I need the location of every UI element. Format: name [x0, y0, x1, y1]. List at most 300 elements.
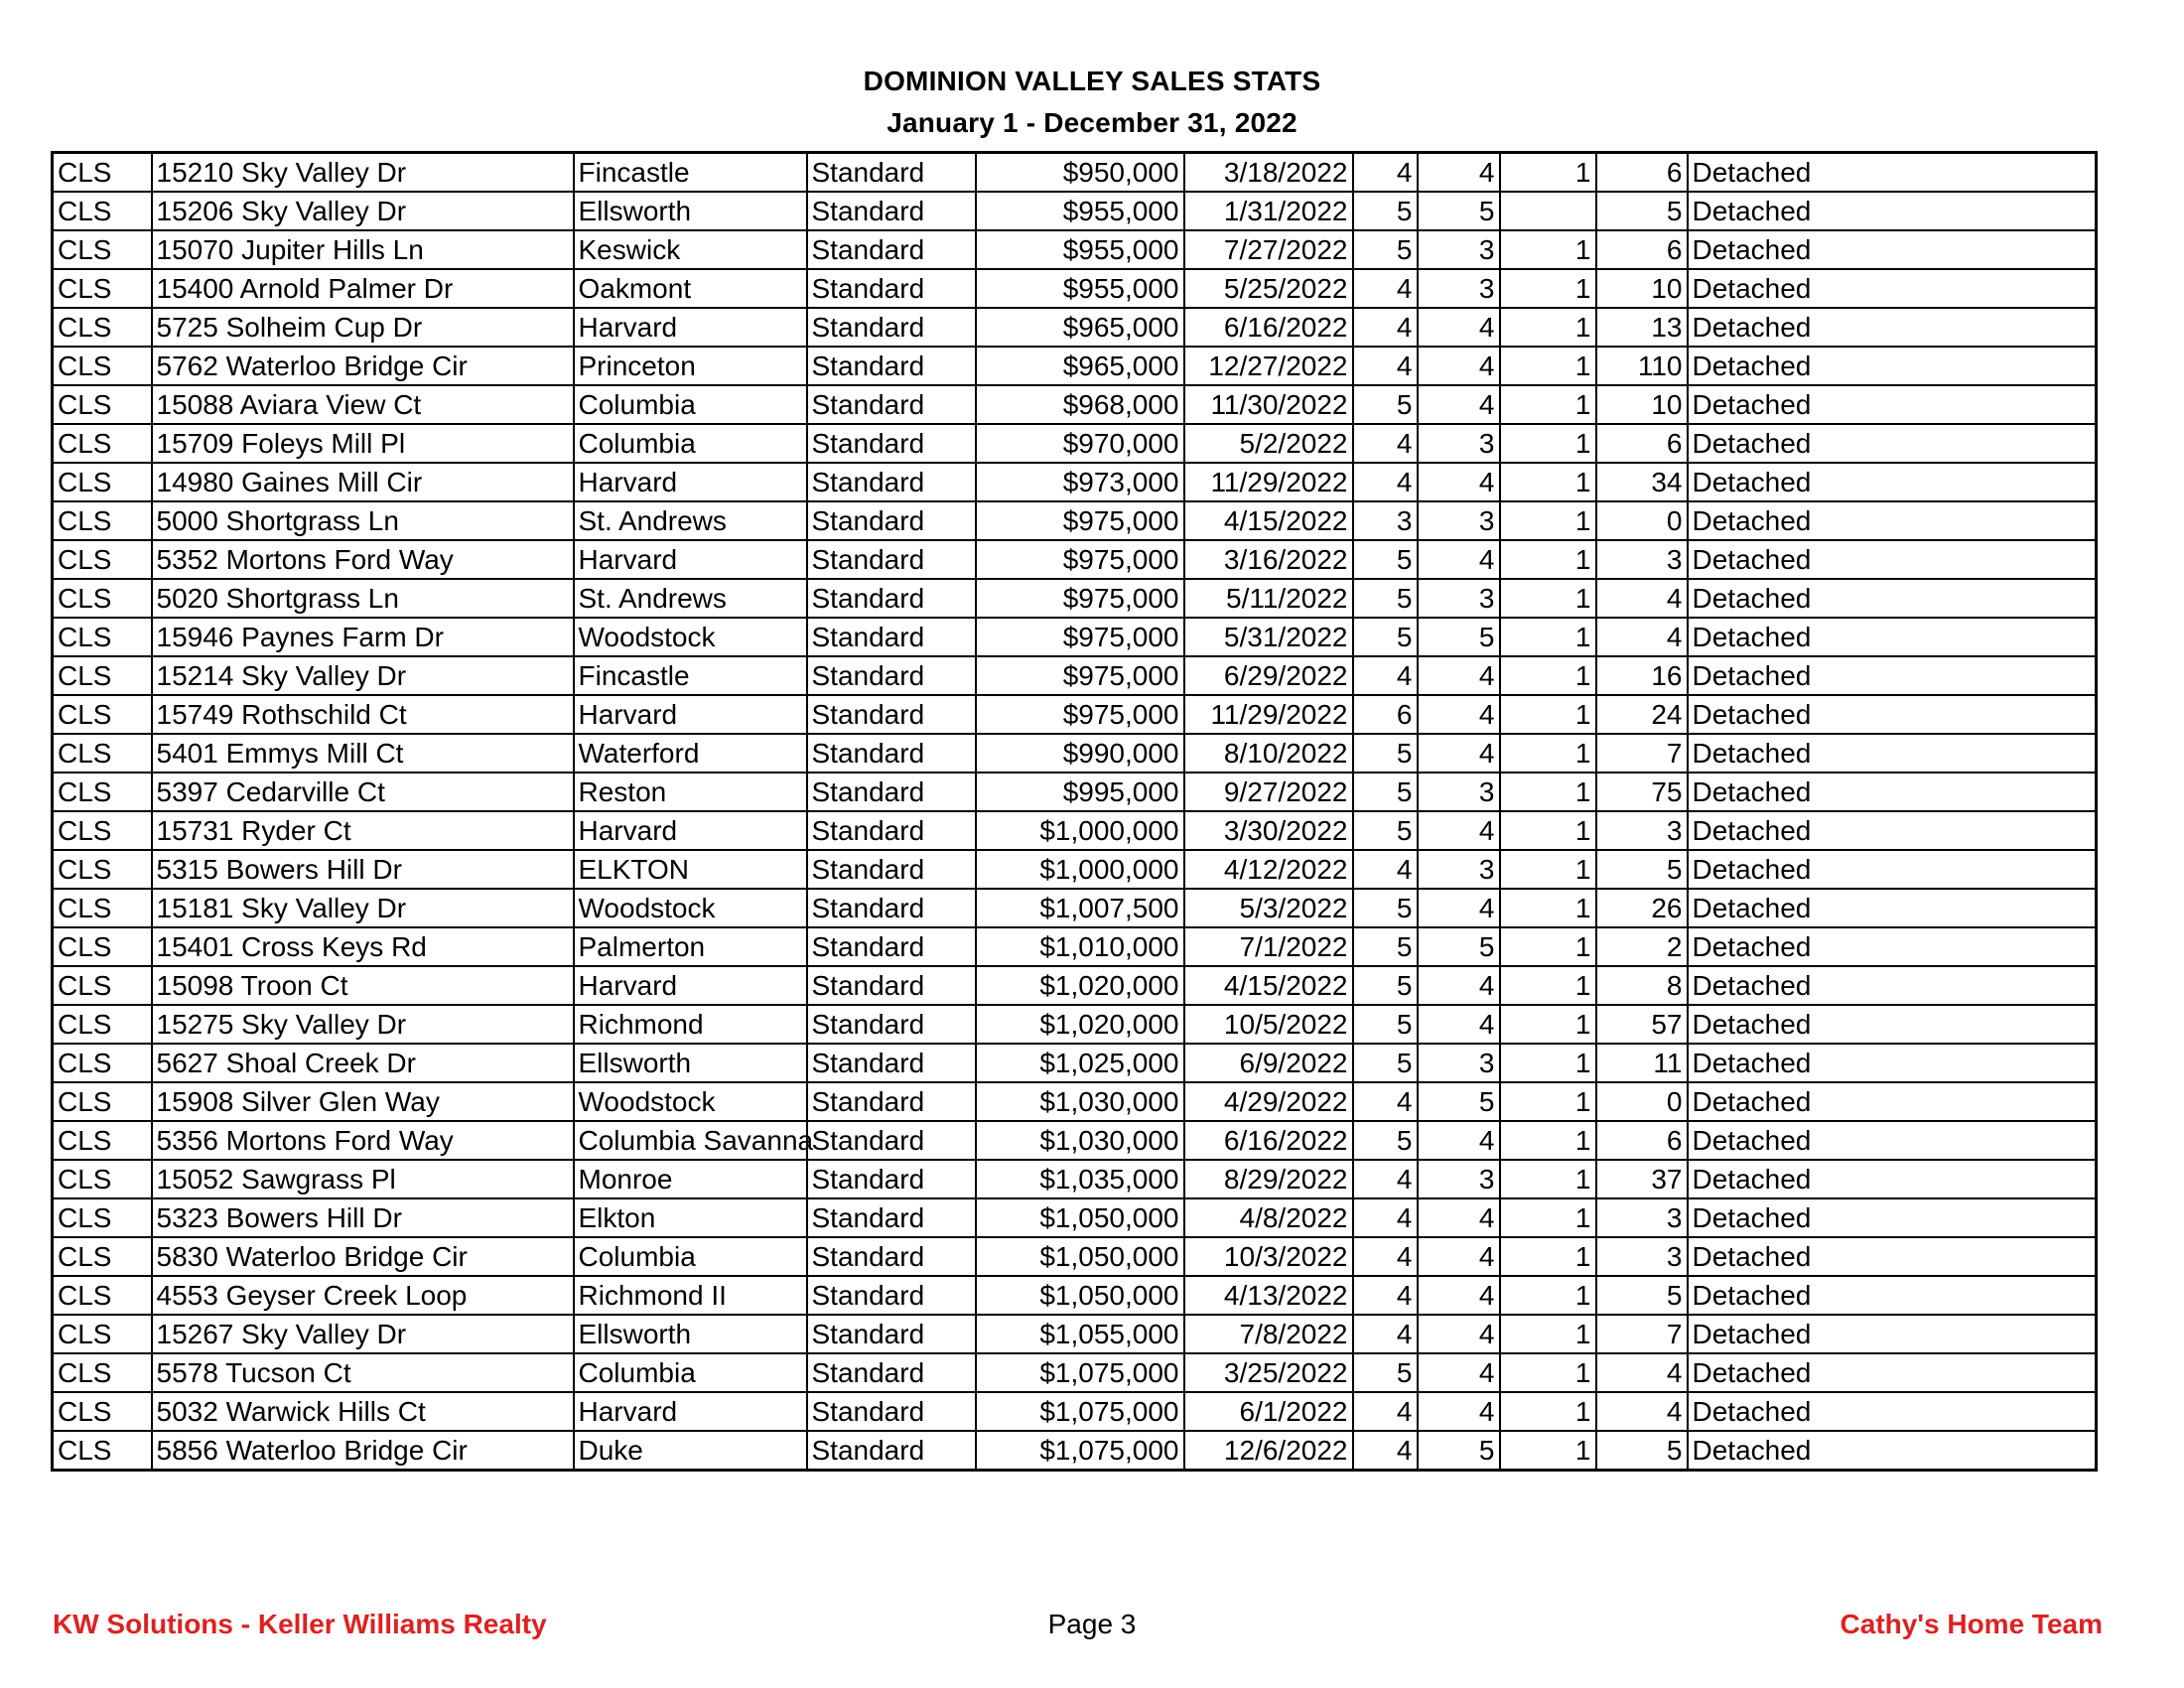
price-cell: $1,050,000	[976, 1237, 1184, 1276]
sale-type-cell: Standard	[807, 966, 976, 1005]
bedrooms-cell: 4	[1353, 269, 1418, 308]
half-baths-cell: 1	[1500, 1237, 1596, 1276]
days-on-market-cell: 75	[1596, 773, 1688, 811]
days-on-market-cell: 5	[1596, 192, 1688, 230]
model-cell: Reston	[574, 773, 807, 811]
status-cell: CLS	[53, 1392, 152, 1431]
bedrooms-cell: 5	[1353, 966, 1418, 1005]
sale-type-cell: Standard	[807, 424, 976, 463]
table-row	[53, 618, 2097, 656]
table-row	[53, 192, 2097, 230]
home-type-cell: Detached	[1688, 656, 2097, 695]
days-on-market-cell: 3	[1596, 811, 1688, 850]
half-baths-cell: 1	[1500, 773, 1596, 811]
days-on-market-cell: 110	[1596, 347, 1688, 385]
table-row	[53, 1431, 2097, 1471]
sale-type-cell: Standard	[807, 385, 976, 424]
days-on-market-cell: 4	[1596, 618, 1688, 656]
sale-type-cell: Standard	[807, 695, 976, 734]
table-row	[53, 385, 2097, 424]
status-cell: CLS	[53, 308, 152, 347]
status-cell: CLS	[53, 1431, 152, 1471]
address-cell: 5627 Shoal Creek Dr	[152, 1044, 574, 1082]
address-cell: 5830 Waterloo Bridge Cir	[152, 1237, 574, 1276]
days-on-market-cell: 3	[1596, 1198, 1688, 1237]
home-type-cell: Detached	[1688, 501, 2097, 540]
model-cell: Richmond II	[574, 1276, 807, 1315]
address-cell: 15731 Ryder Ct	[152, 811, 574, 850]
home-type-cell: Detached	[1688, 1431, 2097, 1471]
sale-type-cell: Standard	[807, 1315, 976, 1353]
status-cell: CLS	[53, 1121, 152, 1160]
price-cell: $970,000	[976, 424, 1184, 463]
half-baths-cell: 1	[1500, 153, 1596, 193]
table-row	[53, 230, 2097, 269]
price-cell: $1,030,000	[976, 1121, 1184, 1160]
table-row	[53, 966, 2097, 1005]
table-row	[53, 308, 2097, 347]
home-type-cell: Detached	[1688, 153, 2097, 193]
address-cell: 5032 Warwick Hills Ct	[152, 1392, 574, 1431]
table-row	[53, 1276, 2097, 1315]
days-on-market-cell: 37	[1596, 1160, 1688, 1198]
price-cell: $1,010,000	[976, 927, 1184, 966]
price-cell: $968,000	[976, 385, 1184, 424]
address-cell: 5356 Mortons Ford Way	[152, 1121, 574, 1160]
status-cell: CLS	[53, 579, 152, 618]
price-cell: $975,000	[976, 579, 1184, 618]
model-cell: Palmerton	[574, 927, 807, 966]
days-on-market-cell: 57	[1596, 1005, 1688, 1044]
half-baths-cell: 1	[1500, 1005, 1596, 1044]
half-baths-cell: 1	[1500, 424, 1596, 463]
model-cell: Harvard	[574, 308, 807, 347]
model-cell: Ellsworth	[574, 1315, 807, 1353]
price-cell: $995,000	[976, 773, 1184, 811]
status-cell: CLS	[53, 1082, 152, 1121]
sale-type-cell: Standard	[807, 192, 976, 230]
address-cell: 15908 Silver Glen Way	[152, 1082, 574, 1121]
full-baths-cell: 3	[1418, 850, 1500, 889]
model-cell: Columbia	[574, 1353, 807, 1392]
home-type-cell: Detached	[1688, 966, 2097, 1005]
status-cell: CLS	[53, 889, 152, 927]
half-baths-cell: 1	[1500, 734, 1596, 773]
days-on-market-cell: 4	[1596, 1353, 1688, 1392]
sale-type-cell: Standard	[807, 656, 976, 695]
sale-type-cell: Standard	[807, 889, 976, 927]
address-cell: 15275 Sky Valley Dr	[152, 1005, 574, 1044]
model-cell: Columbia	[574, 424, 807, 463]
price-cell: $965,000	[976, 347, 1184, 385]
price-cell: $1,035,000	[976, 1160, 1184, 1198]
model-cell: Keswick	[574, 230, 807, 269]
half-baths-cell: 1	[1500, 966, 1596, 1005]
bedrooms-cell: 5	[1353, 773, 1418, 811]
home-type-cell: Detached	[1688, 1121, 2097, 1160]
half-baths-cell: 1	[1500, 1121, 1596, 1160]
half-baths-cell: 1	[1500, 1431, 1596, 1471]
full-baths-cell: 4	[1418, 1392, 1500, 1431]
half-baths-cell: 1	[1500, 656, 1596, 695]
address-cell: 5762 Waterloo Bridge Cir	[152, 347, 574, 385]
address-cell: 4553 Geyser Creek Loop	[152, 1276, 574, 1315]
price-cell: $973,000	[976, 463, 1184, 501]
full-baths-cell: 4	[1418, 347, 1500, 385]
status-cell: CLS	[53, 734, 152, 773]
full-baths-cell: 5	[1418, 1082, 1500, 1121]
home-type-cell: Detached	[1688, 927, 2097, 966]
date-cell: 5/31/2022	[1184, 618, 1353, 656]
date-cell: 6/16/2022	[1184, 1121, 1353, 1160]
full-baths-cell: 4	[1418, 1121, 1500, 1160]
days-on-market-cell: 7	[1596, 1315, 1688, 1353]
date-cell: 7/1/2022	[1184, 927, 1353, 966]
address-cell: 15210 Sky Valley Dr	[152, 153, 574, 193]
full-baths-cell: 5	[1418, 618, 1500, 656]
price-cell: $1,050,000	[976, 1276, 1184, 1315]
full-baths-cell: 3	[1418, 773, 1500, 811]
full-baths-cell: 4	[1418, 1353, 1500, 1392]
half-baths-cell: 1	[1500, 1392, 1596, 1431]
date-cell: 10/3/2022	[1184, 1237, 1353, 1276]
status-cell: CLS	[53, 1044, 152, 1082]
footer-team-name: Cathy's Home Team	[1840, 1609, 2103, 1639]
bedrooms-cell: 5	[1353, 618, 1418, 656]
model-cell: Columbia	[574, 385, 807, 424]
sale-type-cell: Standard	[807, 579, 976, 618]
days-on-market-cell: 16	[1596, 656, 1688, 695]
address-cell: 15088 Aviara View Ct	[152, 385, 574, 424]
address-cell: 15400 Arnold Palmer Dr	[152, 269, 574, 308]
table-row	[53, 656, 2097, 695]
price-cell: $1,000,000	[976, 811, 1184, 850]
home-type-cell: Detached	[1688, 734, 2097, 773]
status-cell: CLS	[53, 1276, 152, 1315]
date-cell: 4/15/2022	[1184, 501, 1353, 540]
days-on-market-cell: 6	[1596, 424, 1688, 463]
full-baths-cell: 4	[1418, 889, 1500, 927]
bedrooms-cell: 4	[1353, 1198, 1418, 1237]
price-cell: $955,000	[976, 230, 1184, 269]
full-baths-cell: 4	[1418, 811, 1500, 850]
home-type-cell: Detached	[1688, 1315, 2097, 1353]
date-cell: 4/29/2022	[1184, 1082, 1353, 1121]
model-cell: Harvard	[574, 463, 807, 501]
table-row	[53, 850, 2097, 889]
home-type-cell: Detached	[1688, 347, 2097, 385]
days-on-market-cell: 7	[1596, 734, 1688, 773]
home-type-cell: Detached	[1688, 385, 2097, 424]
full-baths-cell: 3	[1418, 424, 1500, 463]
home-type-cell: Detached	[1688, 1082, 2097, 1121]
model-cell: Oakmont	[574, 269, 807, 308]
home-type-cell: Detached	[1688, 1160, 2097, 1198]
model-cell: Harvard	[574, 966, 807, 1005]
date-cell: 12/27/2022	[1184, 347, 1353, 385]
table-row	[53, 1353, 2097, 1392]
status-cell: CLS	[53, 347, 152, 385]
status-cell: CLS	[53, 695, 152, 734]
status-cell: CLS	[53, 618, 152, 656]
days-on-market-cell: 4	[1596, 579, 1688, 618]
full-baths-cell: 4	[1418, 1276, 1500, 1315]
price-cell: $975,000	[976, 540, 1184, 579]
address-cell: 15206 Sky Valley Dr	[152, 192, 574, 230]
status-cell: CLS	[53, 192, 152, 230]
price-cell: $955,000	[976, 192, 1184, 230]
half-baths-cell: 1	[1500, 579, 1596, 618]
half-baths-cell: 1	[1500, 618, 1596, 656]
full-baths-cell: 4	[1418, 308, 1500, 347]
price-cell: $1,075,000	[976, 1431, 1184, 1471]
sale-type-cell: Standard	[807, 1082, 976, 1121]
address-cell: 5352 Mortons Ford Way	[152, 540, 574, 579]
home-type-cell: Detached	[1688, 1198, 2097, 1237]
bedrooms-cell: 5	[1353, 230, 1418, 269]
price-cell: $955,000	[976, 269, 1184, 308]
table-row	[53, 1198, 2097, 1237]
address-cell: 5000 Shortgrass Ln	[152, 501, 574, 540]
sales-table	[51, 151, 2098, 1472]
status-cell: CLS	[53, 656, 152, 695]
sale-type-cell: Standard	[807, 1005, 976, 1044]
model-cell: Princeton	[574, 347, 807, 385]
address-cell: 5725 Solheim Cup Dr	[152, 308, 574, 347]
table-row	[53, 734, 2097, 773]
half-baths-cell: 1	[1500, 850, 1596, 889]
price-cell: $975,000	[976, 618, 1184, 656]
table-row	[53, 695, 2097, 734]
half-baths-cell: 1	[1500, 501, 1596, 540]
days-on-market-cell: 6	[1596, 153, 1688, 193]
status-cell: CLS	[53, 424, 152, 463]
model-cell: Harvard	[574, 811, 807, 850]
status-cell: CLS	[53, 1353, 152, 1392]
days-on-market-cell: 4	[1596, 1392, 1688, 1431]
date-cell: 5/3/2022	[1184, 889, 1353, 927]
table-row	[53, 269, 2097, 308]
half-baths-cell: 1	[1500, 695, 1596, 734]
half-baths-cell: 1	[1500, 1160, 1596, 1198]
home-type-cell: Detached	[1688, 540, 2097, 579]
full-baths-cell: 3	[1418, 269, 1500, 308]
bedrooms-cell: 4	[1353, 1237, 1418, 1276]
sale-type-cell: Standard	[807, 618, 976, 656]
full-baths-cell: 5	[1418, 1431, 1500, 1471]
status-cell: CLS	[53, 1315, 152, 1353]
model-cell: ELKTON	[574, 850, 807, 889]
full-baths-cell: 4	[1418, 1005, 1500, 1044]
address-cell: 15267 Sky Valley Dr	[152, 1315, 574, 1353]
address-cell: 5401 Emmys Mill Ct	[152, 734, 574, 773]
home-type-cell: Detached	[1688, 1005, 2097, 1044]
date-cell: 11/29/2022	[1184, 463, 1353, 501]
full-baths-cell: 5	[1418, 192, 1500, 230]
table-row	[53, 773, 2097, 811]
date-cell: 3/25/2022	[1184, 1353, 1353, 1392]
sale-type-cell: Standard	[807, 1431, 976, 1471]
date-cell: 4/12/2022	[1184, 850, 1353, 889]
address-cell: 15098 Troon Ct	[152, 966, 574, 1005]
model-cell: Harvard	[574, 540, 807, 579]
full-baths-cell: 4	[1418, 966, 1500, 1005]
model-cell: Elkton	[574, 1198, 807, 1237]
half-baths-cell	[1500, 192, 1596, 230]
model-cell: Harvard	[574, 1392, 807, 1431]
full-baths-cell: 5	[1418, 927, 1500, 966]
address-cell: 15946 Paynes Farm Dr	[152, 618, 574, 656]
sale-type-cell: Standard	[807, 1237, 976, 1276]
address-cell: 5315 Bowers Hill Dr	[152, 850, 574, 889]
days-on-market-cell: 3	[1596, 540, 1688, 579]
home-type-cell: Detached	[1688, 850, 2097, 889]
sale-type-cell: Standard	[807, 1121, 976, 1160]
status-cell: CLS	[53, 811, 152, 850]
bedrooms-cell: 5	[1353, 927, 1418, 966]
half-baths-cell: 1	[1500, 1353, 1596, 1392]
date-cell: 6/16/2022	[1184, 308, 1353, 347]
full-baths-cell: 3	[1418, 501, 1500, 540]
date-cell: 11/29/2022	[1184, 695, 1353, 734]
price-cell: $1,020,000	[976, 1005, 1184, 1044]
sale-type-cell: Standard	[807, 1160, 976, 1198]
full-baths-cell: 4	[1418, 734, 1500, 773]
full-baths-cell: 4	[1418, 1237, 1500, 1276]
full-baths-cell: 4	[1418, 695, 1500, 734]
bedrooms-cell: 4	[1353, 1392, 1418, 1431]
table-row	[53, 501, 2097, 540]
bedrooms-cell: 5	[1353, 1005, 1418, 1044]
price-cell: $1,000,000	[976, 850, 1184, 889]
home-type-cell: Detached	[1688, 308, 2097, 347]
model-cell: Fincastle	[574, 656, 807, 695]
price-cell: $1,007,500	[976, 889, 1184, 927]
date-cell: 5/25/2022	[1184, 269, 1353, 308]
date-cell: 6/29/2022	[1184, 656, 1353, 695]
half-baths-cell: 1	[1500, 1276, 1596, 1315]
date-cell: 6/9/2022	[1184, 1044, 1353, 1082]
half-baths-cell: 1	[1500, 347, 1596, 385]
bedrooms-cell: 5	[1353, 889, 1418, 927]
half-baths-cell: 1	[1500, 269, 1596, 308]
home-type-cell: Detached	[1688, 773, 2097, 811]
bedrooms-cell: 6	[1353, 695, 1418, 734]
address-cell: 15709 Foleys Mill Pl	[152, 424, 574, 463]
price-cell: $990,000	[976, 734, 1184, 773]
model-cell: Monroe	[574, 1160, 807, 1198]
sale-type-cell: Standard	[807, 230, 976, 269]
date-cell: 12/6/2022	[1184, 1431, 1353, 1471]
home-type-cell: Detached	[1688, 424, 2097, 463]
date-cell: 6/1/2022	[1184, 1392, 1353, 1431]
address-cell: 5020 Shortgrass Ln	[152, 579, 574, 618]
address-cell: 5856 Waterloo Bridge Cir	[152, 1431, 574, 1471]
days-on-market-cell: 10	[1596, 385, 1688, 424]
status-cell: CLS	[53, 1198, 152, 1237]
sales-table-body	[53, 153, 2097, 1471]
bedrooms-cell: 5	[1353, 1044, 1418, 1082]
sale-type-cell: Standard	[807, 773, 976, 811]
table-row	[53, 927, 2097, 966]
sale-type-cell: Standard	[807, 1198, 976, 1237]
half-baths-cell: 1	[1500, 230, 1596, 269]
status-cell: CLS	[53, 1237, 152, 1276]
home-type-cell: Detached	[1688, 695, 2097, 734]
days-on-market-cell: 34	[1596, 463, 1688, 501]
sale-type-cell: Standard	[807, 308, 976, 347]
address-cell: 15214 Sky Valley Dr	[152, 656, 574, 695]
days-on-market-cell: 0	[1596, 501, 1688, 540]
full-baths-cell: 4	[1418, 656, 1500, 695]
full-baths-cell: 4	[1418, 153, 1500, 193]
date-cell: 3/18/2022	[1184, 153, 1353, 193]
home-type-cell: Detached	[1688, 1276, 2097, 1315]
model-cell: Woodstock	[574, 618, 807, 656]
sale-type-cell: Standard	[807, 1353, 976, 1392]
sale-type-cell: Standard	[807, 501, 976, 540]
days-on-market-cell: 5	[1596, 1276, 1688, 1315]
days-on-market-cell: 6	[1596, 230, 1688, 269]
model-cell: Fincastle	[574, 153, 807, 193]
address-cell: 15070 Jupiter Hills Ln	[152, 230, 574, 269]
half-baths-cell: 1	[1500, 1198, 1596, 1237]
status-cell: CLS	[53, 1160, 152, 1198]
days-on-market-cell: 24	[1596, 695, 1688, 734]
full-baths-cell: 3	[1418, 579, 1500, 618]
table-row	[53, 1160, 2097, 1198]
home-type-cell: Detached	[1688, 889, 2097, 927]
date-cell: 11/30/2022	[1184, 385, 1353, 424]
bedrooms-cell: 4	[1353, 1276, 1418, 1315]
half-baths-cell: 1	[1500, 385, 1596, 424]
table-row	[53, 1392, 2097, 1431]
bedrooms-cell: 5	[1353, 579, 1418, 618]
table-row	[53, 424, 2097, 463]
status-cell: CLS	[53, 269, 152, 308]
full-baths-cell: 4	[1418, 540, 1500, 579]
table-row	[53, 1044, 2097, 1082]
date-cell: 7/8/2022	[1184, 1315, 1353, 1353]
home-type-cell: Detached	[1688, 811, 2097, 850]
days-on-market-cell: 0	[1596, 1082, 1688, 1121]
bedrooms-cell: 5	[1353, 540, 1418, 579]
bedrooms-cell: 5	[1353, 734, 1418, 773]
home-type-cell: Detached	[1688, 618, 2097, 656]
sale-type-cell: Standard	[807, 927, 976, 966]
model-cell: Woodstock	[574, 1082, 807, 1121]
price-cell: $1,050,000	[976, 1198, 1184, 1237]
address-cell: 15749 Rothschild Ct	[152, 695, 574, 734]
table-row	[53, 347, 2097, 385]
model-cell: St. Andrews	[574, 501, 807, 540]
sale-type-cell: Standard	[807, 850, 976, 889]
price-cell: $1,055,000	[976, 1315, 1184, 1353]
sale-type-cell: Standard	[807, 347, 976, 385]
table-row	[53, 153, 2097, 193]
days-on-market-cell: 11	[1596, 1044, 1688, 1082]
sale-type-cell: Standard	[807, 1276, 976, 1315]
model-cell: Waterford	[574, 734, 807, 773]
full-baths-cell: 4	[1418, 1315, 1500, 1353]
bedrooms-cell: 4	[1353, 153, 1418, 193]
half-baths-cell: 1	[1500, 889, 1596, 927]
full-baths-cell: 4	[1418, 1198, 1500, 1237]
status-cell: CLS	[53, 927, 152, 966]
date-cell: 4/13/2022	[1184, 1276, 1353, 1315]
sale-type-cell: Standard	[807, 734, 976, 773]
model-cell: Woodstock	[574, 889, 807, 927]
